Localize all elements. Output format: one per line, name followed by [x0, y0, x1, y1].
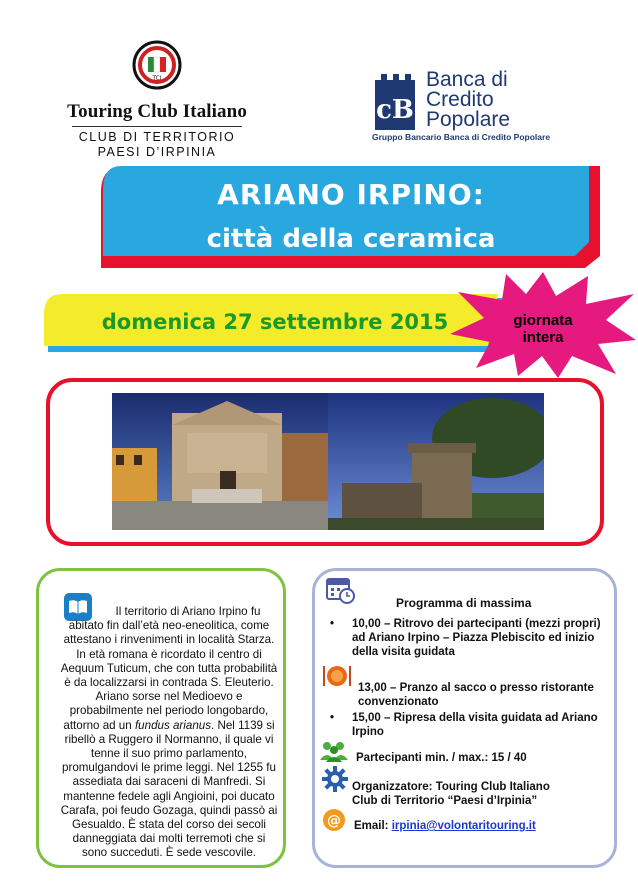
- participants-info: Partecipanti min. / max.: 15 / 40: [356, 752, 527, 764]
- program-item-3: [330, 711, 604, 739]
- svg-text:TCI: TCI: [152, 75, 162, 82]
- tci-divider: [72, 126, 242, 127]
- ariano-photos: [112, 393, 544, 530]
- svg-text:@: @: [327, 813, 341, 829]
- program-item-1-text: 10,00 – Ritrovo dei partecipanti (mezzi propri) ad Ariano Irpino – Piazza Plebiscito ed inizio della visita guidata: [352, 618, 601, 658]
- bank-name-line3: Popolare: [426, 108, 511, 131]
- tci-subtitle-2: PAESI D’IRPINIA: [97, 145, 217, 159]
- bank-name: [426, 70, 510, 130]
- organizer-info: [352, 780, 550, 808]
- description-italic: fundus arianus: [134, 718, 212, 732]
- svg-text:cB: cB: [376, 95, 414, 125]
- description-part-1: Il territorio di Ariano Irpino fu abitato fin dall’età neo-eneolitica, come attestano i rinvenimenti in località Starza. In età romana è ricordato il centro di Aequum Tuticum, che con tutta probabilità è da localizzarsi in contrada S. Eleuterio. Ariano sorse nel Medioevo e probabilmente nel periodo longobardo, attorno ad un: [60, 605, 278, 732]
- email-label: Email:: [354, 820, 389, 832]
- calendar-icon: [325, 574, 355, 604]
- gear-icon: [322, 766, 348, 792]
- program-item-3-text: 15,00 – Ripresa della visita guidata ad Ariano Irpino: [352, 712, 598, 738]
- bank-name-line2: Credito: [426, 88, 494, 111]
- program-item-1: [330, 617, 604, 659]
- organizer-line-2: Club di Territorio “Paesi d’Irpinia”: [352, 795, 538, 807]
- title-line-2: città della ceramica: [206, 224, 496, 254]
- title-line-1: ARIANO IRPINO:: [217, 178, 485, 211]
- people-icon: [320, 740, 348, 762]
- tci-emblem: [132, 40, 182, 90]
- bank-name-line1: Banca di: [426, 68, 508, 91]
- burst-line-1: giornata: [513, 312, 573, 329]
- full-day-label: [488, 312, 598, 346]
- bullet: •: [330, 712, 335, 724]
- description-part-2: . Nel 1139 si ribellò a Ruggero il Normanno, il quale vi tenne il suo primo parlamento, promulgandovi le prime leggi. Nel 1255 fu assediata dai saraceni di Manfredi. Si mantenne fedele agli Angioini, poi ducato Carafa, poi feudo Gozaga, quindi passò ai Gesualdo. È stata del corso dei secoli danneggiata dai molti terremoti che si sono succeduti. È sede vescovile.: [60, 718, 278, 860]
- food-icon: [322, 664, 352, 688]
- description-text: [60, 605, 278, 861]
- email-link[interactable]: irpinia@volontaritouring.it: [391, 820, 536, 832]
- program-item-2: 13,00 – Pranzo al sacco o presso ristorante convenzionato: [358, 682, 594, 708]
- organizer-line-1: Organizzatore: Touring Club Italiano: [352, 781, 550, 793]
- event-date: domenica 27 settembre 2015: [101, 310, 449, 334]
- tci-name: Touring Club Italiano: [67, 101, 247, 122]
- bullet: •: [330, 618, 335, 630]
- description-paragraph: [60, 605, 278, 861]
- program-title: Programma di massima: [396, 596, 532, 610]
- touring-club-logo: [62, 40, 252, 160]
- email-row: [354, 820, 536, 832]
- bank-group-text: Gruppo Bancario Banca di Credito Popolare: [372, 132, 551, 142]
- email-icon: [322, 808, 346, 832]
- tci-subtitle-1: CLUB DI TERRITORIO: [78, 130, 236, 144]
- burst-line-2: intera: [522, 329, 564, 346]
- bank-logo-icon: [372, 74, 418, 130]
